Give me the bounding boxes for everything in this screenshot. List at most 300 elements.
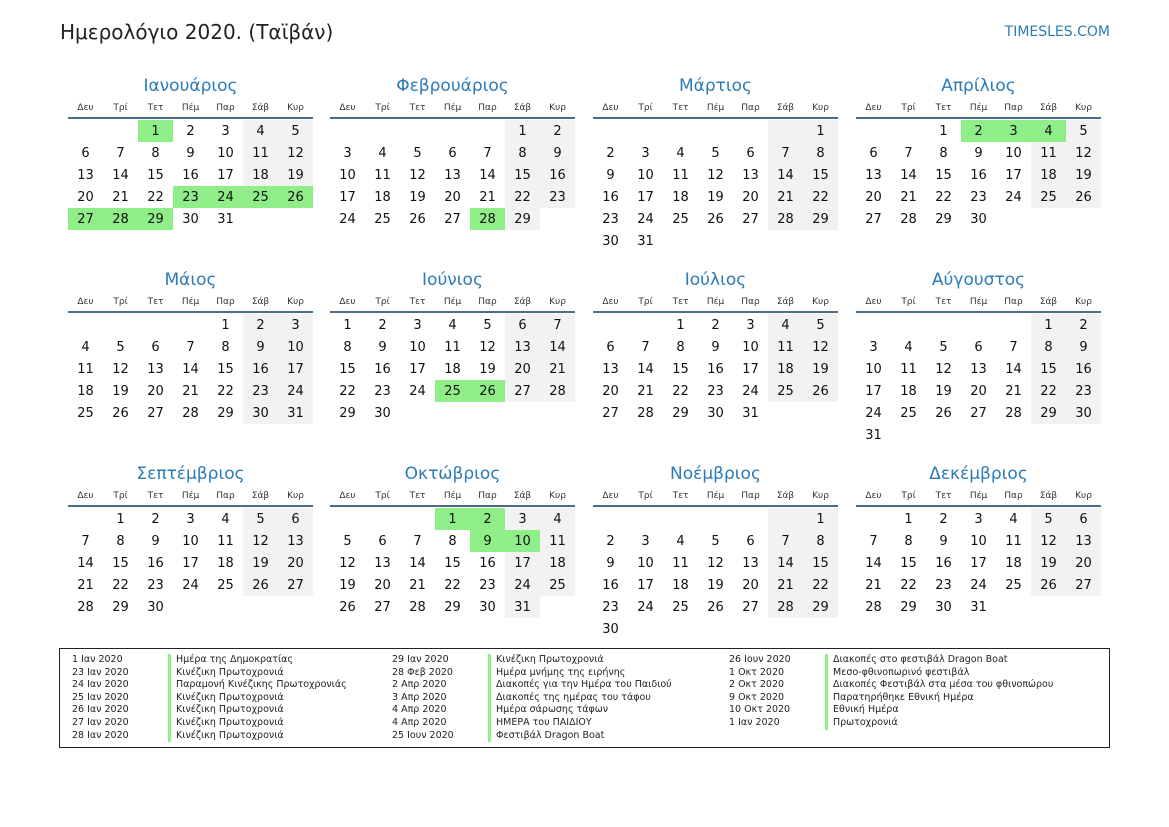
day-cell: 8 — [221, 339, 230, 355]
day-cell: 22 — [444, 577, 461, 593]
weekday-label: Τρί — [375, 491, 390, 501]
day-cell: 23 — [935, 577, 952, 593]
holiday-item — [60, 717, 347, 730]
empty-cell — [330, 120, 365, 142]
day-cell: 3 — [343, 145, 352, 161]
holiday-item — [717, 692, 1053, 705]
day-cell: 20 — [1066, 552, 1101, 574]
day-cell: 8 — [803, 142, 838, 164]
holiday-name: Μεσο-φθινοπωρινό φεστιβάλ — [825, 667, 969, 680]
day-cell: 9 — [378, 339, 387, 355]
day-cell: 29 — [444, 599, 461, 615]
day-cell: 24 — [1005, 189, 1022, 205]
day-cell: 15 — [900, 555, 917, 571]
day-cell: 10 — [278, 336, 313, 358]
weekday-label: Τετ — [147, 103, 164, 113]
month-name: Δεκέμβριος — [929, 464, 1028, 484]
days-grid — [856, 508, 1101, 618]
holiday-item — [380, 704, 672, 717]
day-cell: 12 — [707, 167, 724, 183]
day-cell: 11 — [77, 361, 94, 377]
day-cell: 29 — [900, 599, 917, 615]
holiday-name: Ημέρα της Δημοκρατίας — [168, 654, 293, 667]
empty-cell — [961, 314, 996, 336]
weekday-label: Τετ — [147, 297, 164, 307]
day-cell: 17 — [278, 358, 313, 380]
day-cell: 18 — [1031, 164, 1066, 186]
days-grid — [330, 120, 575, 230]
day-cell: 12 — [409, 167, 426, 183]
day-cell: 1 — [221, 317, 230, 333]
weekday-header — [68, 486, 313, 507]
day-cell: 17 — [637, 577, 654, 593]
empty-cell — [400, 508, 435, 530]
holiday-name: Διακοπές για την Ημέρα του Παιδιού — [488, 679, 672, 692]
holiday-date: 2 Οκτ 2020 — [729, 679, 785, 691]
day-cell: 3 — [746, 317, 755, 333]
day-cell: 29 — [935, 211, 952, 227]
day-cell: 8 — [343, 339, 352, 355]
day-cell: 22 — [217, 383, 234, 399]
day-cell: 22 — [803, 574, 838, 596]
day-cell: 16 — [1066, 358, 1101, 380]
day-cell: 18 — [77, 383, 94, 399]
day-cell: 26 — [1066, 186, 1101, 208]
holiday-date: 3 Απρ 2020 — [392, 691, 447, 703]
weekday-label: Κυρ — [812, 103, 829, 113]
holiday-item — [380, 717, 672, 730]
holiday-day-cell: 26 — [278, 186, 313, 208]
day-cell: 22 — [1031, 380, 1066, 402]
weekday-label: Κυρ — [549, 103, 566, 113]
month-block — [593, 75, 838, 252]
day-cell: 12 — [479, 339, 496, 355]
weekday-label: Πέμ — [443, 491, 462, 501]
days-grid — [856, 120, 1101, 230]
day-cell: 27 — [742, 211, 759, 227]
day-cell: 24 — [278, 380, 313, 402]
day-cell: 13 — [374, 555, 391, 571]
day-cell: 16 — [970, 167, 987, 183]
day-cell: 20 — [147, 383, 164, 399]
day-cell: 30 — [602, 621, 619, 637]
holiday-day-cell: 3 — [996, 120, 1031, 142]
weekday-label: Παρ — [1004, 103, 1023, 113]
weekday-label: Δευ — [602, 103, 619, 113]
day-cell: 4 — [540, 508, 575, 530]
weekday-label: Πέμ — [969, 103, 988, 113]
empty-cell — [663, 120, 698, 142]
weekday-label: Κυρ — [812, 491, 829, 501]
days-grid — [593, 508, 838, 640]
day-cell: 16 — [182, 167, 199, 183]
holiday-date: 27 Ιαν 2020 — [72, 716, 129, 728]
weekday-label: Δευ — [339, 297, 356, 307]
month-block — [68, 463, 313, 618]
month-name: Φεβρουάριος — [396, 76, 509, 96]
day-cell: 24 — [409, 383, 426, 399]
empty-cell — [891, 120, 926, 142]
day-cell: 21 — [1005, 383, 1022, 399]
day-cell: 7 — [869, 533, 878, 549]
empty-cell — [856, 120, 891, 142]
day-cell: 18 — [444, 361, 461, 377]
holiday-date: 9 Οκτ 2020 — [729, 691, 785, 703]
day-cell: 9 — [186, 145, 195, 161]
holiday-name: Κινέζικη Πρωτοχρονιά — [168, 717, 284, 730]
month-name: Νοέμβριος — [670, 464, 761, 484]
day-cell: 22 — [935, 189, 952, 205]
empty-cell — [400, 120, 435, 142]
day-cell: 28 — [637, 405, 654, 421]
day-cell: 11 — [444, 339, 461, 355]
empty-cell — [103, 314, 138, 336]
day-cell: 1 — [343, 317, 352, 333]
days-grid — [68, 314, 313, 424]
holiday-name: Διακοπές στο φεστιβάλ Dragon Boat — [825, 654, 1008, 667]
day-cell: 6 — [81, 145, 90, 161]
weekday-header — [593, 486, 838, 507]
holiday-date: 1 Ιαν 2020 — [729, 716, 780, 728]
day-cell: 9 — [711, 339, 720, 355]
day-cell: 17 — [865, 383, 882, 399]
day-cell: 1 — [676, 317, 685, 333]
weekday-label: Τρί — [638, 297, 653, 307]
day-cell: 30 — [243, 402, 278, 424]
weekday-label: Πέμ — [706, 103, 725, 113]
day-cell: 7 — [540, 314, 575, 336]
month-block — [68, 269, 313, 424]
holiday-day-cell: 28 — [103, 208, 138, 230]
day-cell: 22 — [505, 186, 540, 208]
day-cell: 7 — [186, 339, 195, 355]
weekday-label: Πέμ — [181, 491, 200, 501]
day-cell: 31 — [970, 599, 987, 615]
day-cell: 11 — [672, 555, 689, 571]
day-cell: 19 — [278, 164, 313, 186]
day-cell: 31 — [217, 211, 234, 227]
day-cell: 25 — [1005, 577, 1022, 593]
weekday-label: Παρ — [478, 297, 497, 307]
day-cell: 23 — [374, 383, 391, 399]
day-cell: 29 — [1031, 402, 1066, 424]
day-cell: 29 — [339, 405, 356, 421]
holiday-date: 25 Ιουν 2020 — [392, 729, 454, 741]
day-cell: 5 — [483, 317, 492, 333]
day-cell: 26 — [409, 211, 426, 227]
day-cell: 3 — [186, 511, 195, 527]
day-cell: 25 — [768, 380, 803, 402]
days-grid — [68, 120, 313, 230]
day-cell: 7 — [1009, 339, 1018, 355]
day-cell: 6 — [278, 508, 313, 530]
day-cell: 11 — [1031, 142, 1066, 164]
day-cell: 1 — [1031, 314, 1066, 336]
holiday-name: Κινέζικη Πρωτοχρονιά — [488, 654, 604, 667]
day-cell: 11 — [768, 336, 803, 358]
weekday-header — [856, 98, 1101, 119]
weekday-label: Πέμ — [706, 491, 725, 501]
day-cell: 16 — [147, 555, 164, 571]
weekday-label: Τρί — [113, 491, 128, 501]
empty-cell — [628, 508, 663, 530]
day-cell: 9 — [606, 555, 615, 571]
weekday-header — [856, 292, 1101, 313]
empty-cell — [768, 508, 803, 530]
day-cell: 2 — [606, 533, 615, 549]
weekday-label: Πέμ — [706, 297, 725, 307]
holiday-name: Διακοπές της ημέρας του τάφου — [488, 692, 651, 705]
day-cell: 1 — [939, 123, 948, 139]
day-cell: 4 — [81, 339, 90, 355]
empty-cell — [768, 120, 803, 142]
weekday-label: Κυρ — [1075, 103, 1092, 113]
weekday-label: Τετ — [672, 103, 689, 113]
day-cell: 20 — [742, 577, 759, 593]
day-cell: 27 — [374, 599, 391, 615]
empty-cell — [593, 508, 628, 530]
empty-cell — [856, 508, 891, 530]
day-cell: 2 — [151, 511, 160, 527]
day-cell: 5 — [711, 145, 720, 161]
day-cell: 6 — [606, 339, 615, 355]
day-cell: 31 — [637, 233, 654, 249]
weekday-label: Σάβ — [513, 103, 532, 113]
day-cell: 1 — [803, 508, 838, 530]
day-cell: 4 — [676, 533, 685, 549]
holiday-date: 26 Ιαν 2020 — [72, 704, 129, 716]
day-cell: 15 — [1031, 358, 1066, 380]
holiday-date: 26 Ιουν 2020 — [729, 654, 791, 665]
day-cell: 8 — [151, 145, 160, 161]
day-cell: 2 — [378, 317, 387, 333]
day-cell: 25 — [672, 599, 689, 615]
day-cell: 30 — [707, 405, 724, 421]
day-cell: 15 — [339, 361, 356, 377]
day-cell: 18 — [768, 358, 803, 380]
day-cell: 9 — [540, 142, 575, 164]
site-link[interactable]: TIMESLES.COM — [1004, 24, 1110, 40]
holiday-day-cell: 27 — [68, 208, 103, 230]
holiday-item — [60, 692, 347, 705]
day-cell: 4 — [676, 145, 685, 161]
holiday-name: Κινέζικη Πρωτοχρονιά — [168, 730, 284, 743]
day-cell: 30 — [1066, 402, 1101, 424]
day-cell: 23 — [540, 186, 575, 208]
weekday-label: Τρί — [375, 297, 390, 307]
weekday-label: Κυρ — [812, 297, 829, 307]
holiday-date: 2 Απρ 2020 — [392, 679, 447, 691]
day-cell: 3 — [974, 511, 983, 527]
day-cell: 21 — [900, 189, 917, 205]
day-cell: 16 — [707, 361, 724, 377]
day-cell: 9 — [243, 336, 278, 358]
day-cell: 18 — [900, 383, 917, 399]
day-cell: 20 — [505, 358, 540, 380]
weekday-label: Σάβ — [776, 491, 795, 501]
day-cell: 28 — [77, 599, 94, 615]
day-cell: 26 — [935, 405, 952, 421]
day-cell: 4 — [904, 339, 913, 355]
weekday-label: Δευ — [339, 491, 356, 501]
empty-cell — [593, 120, 628, 142]
month-block — [856, 269, 1101, 446]
day-cell: 17 — [409, 361, 426, 377]
holiday-name: Παρατηρήθηκε Εθνική Ημέρα — [825, 692, 974, 705]
holiday-name: Πρωτοχρονιά — [825, 717, 898, 730]
day-cell: 12 — [243, 530, 278, 552]
holiday-date: 29 Ιαν 2020 — [392, 654, 449, 665]
day-cell: 30 — [602, 233, 619, 249]
day-cell: 27 — [147, 405, 164, 421]
day-cell: 3 — [413, 317, 422, 333]
day-cell: 7 — [483, 145, 492, 161]
day-cell: 16 — [935, 555, 952, 571]
month-block — [330, 75, 575, 230]
weekday-label: Παρ — [216, 103, 235, 113]
day-cell: 17 — [505, 552, 540, 574]
day-cell: 20 — [444, 189, 461, 205]
day-cell: 21 — [112, 189, 129, 205]
empty-cell — [68, 120, 103, 142]
empty-cell — [68, 314, 103, 336]
day-cell: 15 — [505, 164, 540, 186]
holiday-date: 4 Απρ 2020 — [392, 716, 447, 728]
day-cell: 9 — [606, 167, 615, 183]
day-cell: 23 — [707, 383, 724, 399]
day-cell: 16 — [243, 358, 278, 380]
day-cell: 24 — [182, 577, 199, 593]
weekday-header — [330, 98, 575, 119]
day-cell: 12 — [803, 336, 838, 358]
day-cell: 20 — [278, 552, 313, 574]
weekday-label: Παρ — [741, 297, 760, 307]
holiday-date: 28 Ιαν 2020 — [72, 729, 129, 741]
day-cell: 6 — [869, 145, 878, 161]
month-name: Ιούλιος — [684, 270, 747, 290]
month-block — [856, 463, 1101, 618]
day-cell: 2 — [939, 511, 948, 527]
day-cell: 24 — [637, 599, 654, 615]
holiday-day-cell: 26 — [470, 380, 505, 402]
weekday-label: Δευ — [339, 103, 356, 113]
day-cell: 7 — [81, 533, 90, 549]
day-cell: 14 — [637, 361, 654, 377]
day-cell: 8 — [448, 533, 457, 549]
holiday-day-cell: 29 — [138, 208, 173, 230]
day-cell: 25 — [77, 405, 94, 421]
day-cell: 23 — [602, 599, 619, 615]
weekday-label: Σάβ — [1039, 297, 1058, 307]
day-cell: 25 — [540, 574, 575, 596]
weekday-label: Πέμ — [181, 103, 200, 113]
empty-cell — [470, 120, 505, 142]
empty-cell — [628, 120, 663, 142]
weekday-header — [330, 486, 575, 507]
day-cell: 10 — [409, 339, 426, 355]
empty-cell — [733, 508, 768, 530]
day-cell: 11 — [374, 167, 391, 183]
day-cell: 5 — [278, 120, 313, 142]
holiday-day-cell: 10 — [505, 530, 540, 552]
day-cell: 26 — [803, 380, 838, 402]
holiday-day-cell: 24 — [208, 186, 243, 208]
day-cell: 17 — [742, 361, 759, 377]
weekday-label: Σάβ — [776, 103, 795, 113]
day-cell: 14 — [182, 361, 199, 377]
days-grid — [330, 314, 575, 424]
day-cell: 26 — [339, 599, 356, 615]
day-cell: 13 — [865, 167, 882, 183]
weekday-label: Σάβ — [513, 491, 532, 501]
weekday-label: Σάβ — [1039, 103, 1058, 113]
holiday-list — [59, 648, 1110, 748]
day-cell: 14 — [479, 167, 496, 183]
day-cell: 22 — [803, 186, 838, 208]
day-cell: 27 — [505, 380, 540, 402]
weekday-label: Πέμ — [443, 297, 462, 307]
day-cell: 7 — [413, 533, 422, 549]
day-cell: 13 — [602, 361, 619, 377]
weekday-label: Τρί — [113, 103, 128, 113]
weekday-label: Τετ — [935, 103, 952, 113]
holiday-item — [717, 654, 1053, 667]
day-cell: 25 — [672, 211, 689, 227]
day-cell: 3 — [278, 314, 313, 336]
day-cell: 12 — [935, 361, 952, 377]
day-cell: 6 — [151, 339, 160, 355]
weekday-label: Κυρ — [549, 491, 566, 501]
month-name: Σεπτέμβριος — [136, 464, 245, 484]
day-cell: 16 — [374, 361, 391, 377]
weekday-header — [68, 98, 313, 119]
day-cell: 22 — [339, 383, 356, 399]
holiday-day-cell: 9 — [470, 530, 505, 552]
month-name: Ιούνιος — [422, 270, 483, 290]
weekday-label: Σάβ — [251, 491, 270, 501]
holiday-name: Κινέζικη Πρωτοχρονιά — [168, 667, 284, 680]
day-cell: 20 — [865, 189, 882, 205]
weekday-label: Πέμ — [443, 103, 462, 113]
empty-cell — [996, 314, 1031, 336]
day-cell: 13 — [742, 555, 759, 571]
day-cell: 26 — [112, 405, 129, 421]
weekday-label: Κυρ — [1075, 491, 1092, 501]
day-cell: 12 — [707, 555, 724, 571]
day-cell: 6 — [448, 145, 457, 161]
day-cell: 27 — [1066, 574, 1101, 596]
weekday-label: Δευ — [77, 491, 94, 501]
day-cell: 14 — [77, 555, 94, 571]
month-name: Οκτώβριος — [404, 464, 501, 484]
empty-cell — [593, 314, 628, 336]
day-cell: 9 — [939, 533, 948, 549]
empty-cell — [856, 314, 891, 336]
holiday-item — [380, 692, 672, 705]
holiday-column-1 — [60, 654, 347, 742]
day-cell: 3 — [641, 145, 650, 161]
day-cell: 9 — [1066, 336, 1101, 358]
days-grid — [330, 508, 575, 618]
month-name: Απρίλιος — [941, 76, 1016, 96]
day-cell: 10 — [637, 167, 654, 183]
day-cell: 28 — [540, 380, 575, 402]
weekday-label: Τρί — [901, 297, 916, 307]
day-cell: 1 — [803, 120, 838, 142]
day-cell: 19 — [243, 552, 278, 574]
weekday-label: Τετ — [935, 297, 952, 307]
day-cell: 30 — [479, 599, 496, 615]
